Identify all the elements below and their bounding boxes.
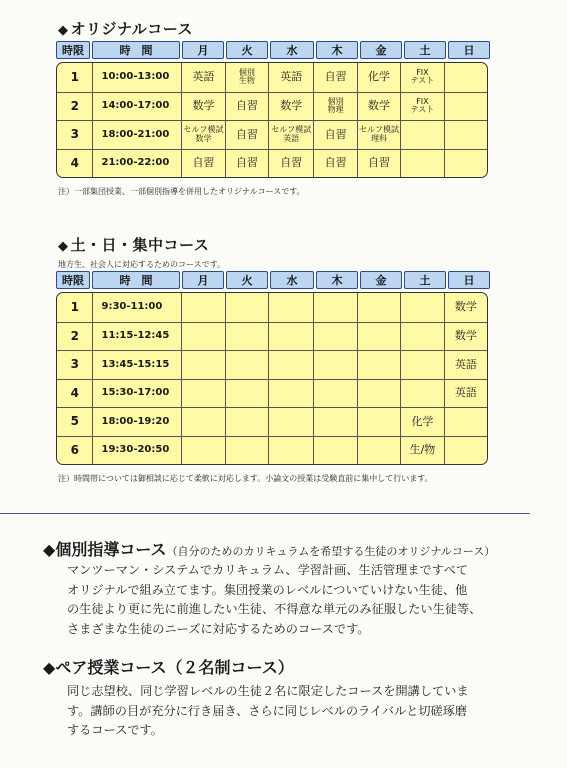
subject-cell: 自習 (181, 150, 224, 178)
weekend-course-title: ◆ 土・日・集中コース (58, 236, 210, 254)
subject-cell: FIX テスト (400, 93, 443, 121)
subject-cell: 化学 (400, 408, 443, 436)
time-cell: 9:30-11:00 (92, 293, 181, 322)
table-row (57, 407, 487, 436)
weekend-course-note: 注）時間帯については御相談に応じて柔軟に対応します。小論文の授業は受験直前に集中して行います。 (58, 474, 433, 483)
subject-cell: 自習 (225, 150, 268, 178)
subject-cell (225, 293, 268, 322)
table-row (57, 293, 487, 322)
column-header: 時限 (56, 41, 90, 59)
column-header: 水 (270, 41, 314, 59)
subject-cell (357, 437, 400, 465)
weekend-course-header-row (56, 271, 492, 289)
time-cell: 18:00-21:00 (92, 121, 181, 149)
subject-cell (357, 380, 400, 408)
subject-cell (225, 380, 268, 408)
subject-cell (357, 293, 400, 322)
table-row (57, 436, 487, 465)
subject-cell: 自習 (268, 150, 313, 178)
pair-course-heading: ◆ペア授業コース（２名制コース） (43, 658, 294, 677)
subject-cell (400, 351, 443, 379)
original-course-table (56, 62, 488, 178)
paragraph-line: マンツーマン・システムでカリキュラム、学習計画、生活管理まですべて (67, 563, 468, 577)
table-row (57, 120, 487, 149)
subject-cell (225, 437, 268, 465)
column-header: 火 (226, 41, 268, 59)
paragraph-line: するコースです。 (67, 723, 163, 737)
weekend-course-table (56, 292, 488, 465)
subject-cell: 自習 (225, 93, 268, 121)
column-header: 日 (448, 271, 490, 289)
subject-cell (400, 150, 443, 178)
subject-cell: 数学 (444, 323, 487, 351)
column-header: 月 (182, 271, 224, 289)
period-cell: 1 (70, 69, 79, 84)
subject-cell (268, 351, 313, 379)
subject-cell (400, 380, 443, 408)
subject-cell (444, 63, 487, 92)
subject-cell (225, 323, 268, 351)
subject-cell (357, 408, 400, 436)
subject-cell (268, 323, 313, 351)
period-cell: 2 (70, 328, 79, 343)
period-cell: 2 (70, 98, 79, 113)
subject-cell (313, 293, 356, 322)
column-header: 時 間 (92, 271, 180, 289)
column-header: 木 (316, 271, 358, 289)
subject-cell (313, 351, 356, 379)
subject-cell: 英語 (444, 351, 487, 379)
period-cell: 1 (70, 299, 79, 314)
subject-cell (444, 93, 487, 121)
subject-cell (444, 408, 487, 436)
period-cell: 4 (70, 385, 79, 400)
time-cell: 19:30-20:50 (92, 437, 181, 465)
subject-cell (313, 323, 356, 351)
weekend-course-subtitle: 地方生、社会人に対応するためのコースです。 (58, 260, 225, 269)
diamond-icon: ◆ (43, 540, 56, 559)
subject-cell (225, 351, 268, 379)
subject-cell: 自習 (313, 121, 356, 149)
subject-cell: 英語 (268, 63, 313, 92)
period-cell: 4 (70, 155, 79, 170)
column-header: 時 間 (92, 41, 180, 59)
period-cell: 6 (70, 442, 79, 457)
subject-cell (444, 121, 487, 149)
column-header: 水 (270, 271, 314, 289)
subject-cell: 数学 (357, 93, 400, 121)
subject-cell: 自習 (313, 63, 356, 92)
column-header: 金 (360, 271, 402, 289)
paragraph-line: す。講師の目が充分に行き届き、さらに同じレベルのライバルと切磋琢磨 (67, 703, 468, 718)
subject-cell: セルフ模試 英語 (268, 121, 313, 149)
paragraph-line: 同じ志望校、同じ学習レベルの生徒２名に限定したコースを開講していま (67, 684, 469, 698)
table-row (57, 92, 487, 121)
section-divider (0, 513, 530, 514)
period-cell: 3 (70, 357, 79, 372)
table-row (57, 379, 487, 408)
time-cell: 21:00-22:00 (92, 150, 181, 178)
original-course-note: 注）一部集団授業、一部個別指導を併用したオリジナルコースです。 (58, 187, 305, 196)
subject-cell (181, 323, 224, 351)
paragraph-line: オリジナルで組み立てます。集団授業のレベルについていけない生徒、他 (67, 582, 468, 597)
column-header: 土 (404, 271, 446, 289)
time-cell: 15:30-17:00 (92, 380, 181, 408)
table-row (57, 149, 487, 178)
diamond-icon: ◆ (43, 658, 56, 677)
subject-cell: 自習 (313, 150, 356, 178)
subject-cell (181, 408, 224, 436)
time-cell: 13:45-15:15 (92, 351, 181, 379)
column-header: 時限 (56, 271, 90, 289)
table-row (57, 63, 487, 92)
paragraph-line: の生徒より更に先に前進したい生徒、不得意な単元のみ征服したい生徒等、 (67, 602, 482, 616)
subject-cell: 自習 (357, 150, 400, 178)
subject-cell (181, 437, 224, 465)
subject-cell: 英語 (444, 380, 487, 408)
subject-cell (400, 121, 443, 149)
table-row (57, 322, 487, 351)
subject-cell (268, 293, 313, 322)
subject-cell (444, 437, 487, 465)
period-cell: 5 (70, 414, 79, 429)
diamond-icon: ◆ (58, 23, 69, 38)
subject-cell: 化学 (357, 63, 400, 92)
subject-cell: セルフ模試 理科 (357, 121, 400, 149)
subject-cell (268, 380, 313, 408)
column-header: 木 (316, 41, 358, 59)
subject-cell (268, 437, 313, 465)
subject-cell (225, 408, 268, 436)
individual-course-heading: ◆個別指導コース（自分のためのカリキュラムを希望する生徒のオリジナルコース） (43, 540, 496, 559)
subject-cell (400, 293, 443, 322)
column-header: 土 (404, 41, 446, 59)
subject-cell (268, 408, 313, 436)
subject-cell: 数学 (268, 93, 313, 121)
individual-course-paren: （自分のためのカリキュラムを希望する生徒のオリジナルコース） (166, 545, 496, 558)
original-course-title: ◆ オリジナルコース (58, 20, 194, 38)
diamond-icon: ◆ (58, 239, 69, 254)
subject-cell: FIX テスト (400, 63, 443, 92)
subject-cell (313, 437, 356, 465)
original-course-header-row (56, 41, 492, 59)
subject-cell: 個別 生物 (225, 63, 268, 92)
time-cell: 14:00-17:00 (92, 93, 181, 121)
table-row (57, 350, 487, 379)
pair-course-description (67, 682, 527, 741)
time-cell: 18:00-19:20 (92, 408, 181, 436)
individual-course-description (67, 561, 527, 639)
subject-cell (357, 323, 400, 351)
column-header: 月 (182, 41, 224, 59)
time-cell: 11:15-12:45 (92, 323, 181, 351)
subject-cell (444, 150, 487, 178)
subject-cell (400, 323, 443, 351)
subject-cell: 自習 (225, 121, 268, 149)
period-cell: 3 (70, 127, 79, 142)
subject-cell (313, 408, 356, 436)
subject-cell (181, 293, 224, 322)
column-header: 日 (448, 41, 490, 59)
subject-cell (313, 380, 356, 408)
subject-cell (181, 351, 224, 379)
subject-cell: 数学 (181, 93, 224, 121)
subject-cell: セルフ模試 数学 (181, 121, 224, 149)
subject-cell: 個別 物理 (313, 93, 356, 121)
time-cell: 10:00-13:00 (92, 63, 181, 92)
subject-cell (357, 351, 400, 379)
subject-cell: 英語 (181, 63, 224, 92)
subject-cell: 生/物 (400, 437, 443, 465)
subject-cell: 数学 (444, 293, 487, 322)
column-header: 火 (226, 271, 268, 289)
paragraph-line: さまざまな生徒のニーズに対応するためのコースです。 (67, 621, 370, 636)
subject-cell (181, 380, 224, 408)
column-header: 金 (360, 41, 402, 59)
